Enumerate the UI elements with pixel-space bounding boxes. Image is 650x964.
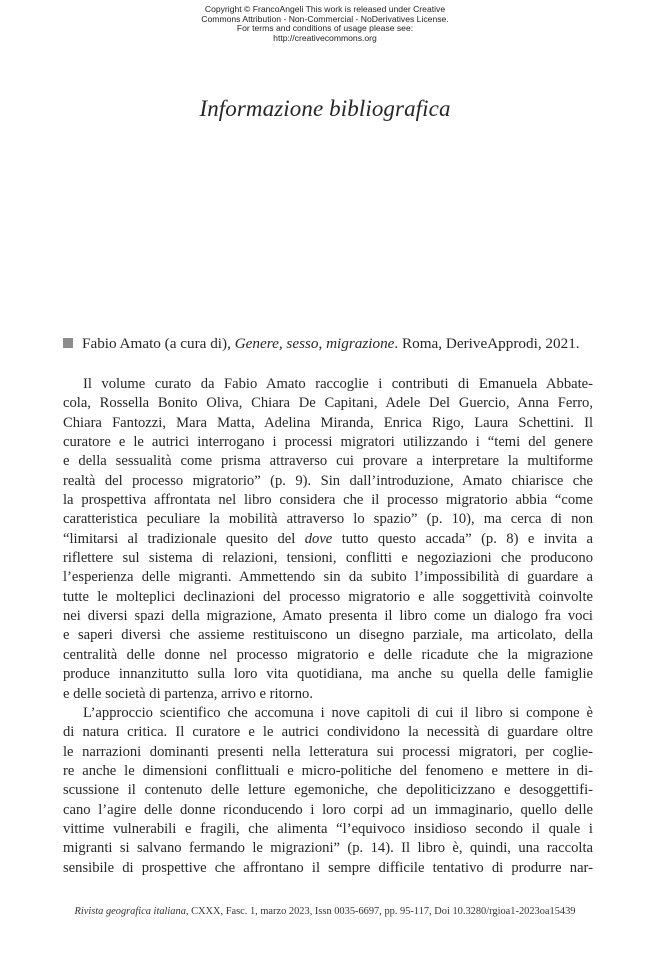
license-line: For terms and conditions of usage please see: (236, 23, 414, 34)
text-line: scussione il contenuto delle letture egemoniche, che depoliticizzano e desoggettifi- (63, 782, 593, 799)
bullet-square-icon (63, 338, 73, 348)
italic-word: dove (304, 530, 333, 547)
citation-publisher: . Roma, DeriveApprodi, 2021. (394, 335, 580, 352)
text-line: migranti si salvano fermando le migrazioni” (p. 14). Il libro è, quindi, una raccolta (63, 840, 593, 857)
text-line: cano l’agire delle donne riconducendo i loro corpi ad un immaginario, quello delle (63, 801, 593, 818)
text-line: curatore e le autrici interrogano i processi migratori utilizzando i “temi del genere (63, 434, 593, 451)
text-line: centralità delle donne nel processo migratorio e delle ricadute che la migrazione (63, 646, 593, 663)
text-line: produce innanzitutto sulla loro vita quotidiana, ma anche su quella delle famiglie (63, 666, 593, 683)
license-line: Commons Attribution - Non-Commercial - NoDerivatives License. (201, 13, 449, 24)
citation-authors: Fabio Amato (a cura di), (82, 335, 231, 352)
text-line: L’approccio scientifico che accomuna i nove capitoli di cui il libro si compone è (83, 704, 593, 721)
text-line: vittime vulnerabili e fragili, che alimenta “l’equivoco insidioso secondo il quale i (63, 820, 593, 837)
license-notice (0, 5, 650, 43)
text-line: re anche le dimensioni conflittuali e micro-politiche del fenomeno e mettere in di- (63, 762, 593, 779)
citation-book-title: Genere, sesso, migrazione (234, 335, 395, 352)
text-line: le narrazioni dominanti presenti nella letteratura sui processi migratori, per coglie- (63, 743, 593, 760)
text-line: e saperi diversi che assieme restituiscono un disegno parziale, ma articolato, della (63, 627, 593, 644)
footer-details: , CXXX, Fasc. 1, marzo 2023, Issn 0035-6697, pp. 95-117, Doi 10.3280/rgioa1-2023oa15439 (185, 906, 576, 917)
text-line: Il volume curato da Fabio Amato raccoglie i contributi di Emanuela Abbate- (83, 376, 593, 392)
license-url: http://creativecommons.org (273, 32, 377, 43)
text-segment: “limitarsi al tradizionale quesito del (63, 530, 305, 547)
text-line: l’esperienza delle migranti. Ammettendo sin da subito l’impossibilità di guardare a (63, 569, 593, 586)
text-line: nei diversi spazi della migrazione, Amato presenta il libro come un dialogo fra voci (63, 608, 593, 625)
text-line: caratteristica peculiare la mobilità attraverso lo spazio” (p. 10), ma cerca di non (63, 511, 593, 528)
text-line (63, 530, 593, 549)
section-title: Informazione bibliografica (199, 96, 451, 121)
text-line: sensibile di prospettive che affrontano il sempre difficile tentativo di produrre nar- (63, 859, 593, 876)
review-body (63, 375, 593, 878)
text-line: cola, Rossella Bonito Oliva, Chiara De Capitani, Adele Del Guercio, Anna Ferro, (63, 395, 593, 412)
text-line: realtà del processo migratorio” (p. 9). Sin dall’introduzione, Amato chiarisce che (63, 472, 593, 489)
page-footer (0, 906, 650, 917)
text-line: e della sessualità come prisma attraverso cui provare a interpretare la multiforme (63, 453, 593, 470)
footer-journal: Rivista geografica italiana (74, 906, 186, 917)
text-line: la prospettiva affrontata nel libro considera che il processo migratorio abbia “come (63, 492, 593, 509)
text-segment: tutto questo accada” (p. 8) e invita a (332, 530, 593, 547)
book-citation (63, 334, 595, 354)
text-line: di natura critica. Il curatore e le autrici condividono la necessità di guardare oltre (63, 724, 593, 741)
text-line: riflettere sul sistema di relazioni, tensioni, conflitti e negoziazioni che producono (63, 550, 593, 567)
text-line: Chiara Fantozzi, Mara Matta, Adelina Miranda, Enrica Rigo, Laura Schettini. Il (63, 414, 593, 431)
license-line: Copyright © FrancoAngeli This work is released under Creative (204, 4, 446, 14)
text-line: tutte le molteplici declinazioni del processo migratorio e alle soggettività coinvolte (63, 588, 593, 605)
text-line: e delle società di partenza, arrivo e ritorno. (63, 685, 314, 702)
